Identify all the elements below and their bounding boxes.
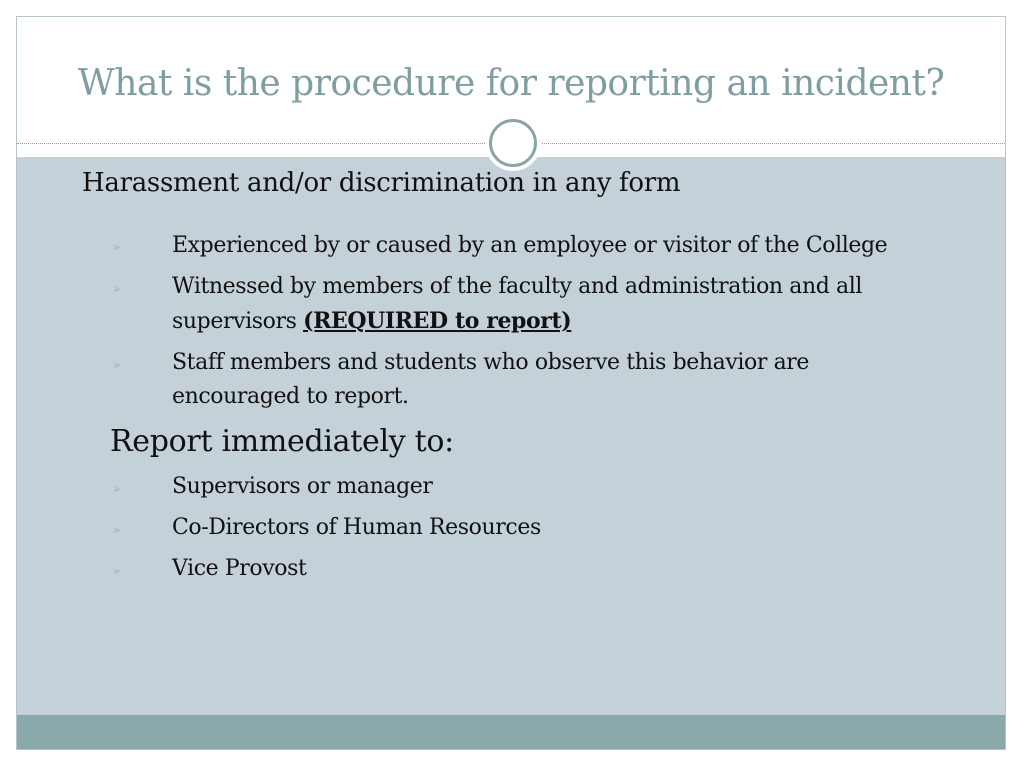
slide-title: What is the procedure for reporting an incident? xyxy=(77,63,945,104)
required-emphasis: (REQUIRED to report) xyxy=(303,308,572,334)
list-item-vice-provost: Vice Provost xyxy=(172,556,307,581)
list-item-witnessed xyxy=(172,270,862,339)
circle-ring xyxy=(489,119,537,167)
section-heading-report: Report immediately to: xyxy=(110,424,454,459)
list-item-witnessed-line2 xyxy=(172,304,862,339)
list-item-experienced: Experienced by or caused by an employee or visitor of the College xyxy=(172,233,888,258)
list-item-staff-line2: encouraged to report. xyxy=(172,384,409,409)
list-item-staff xyxy=(172,346,809,414)
arrow-bullet-icon: ➢ xyxy=(112,240,123,254)
arrow-bullet-icon: ➢ xyxy=(112,358,123,372)
list-item-supervisors: Supervisors or manager xyxy=(172,474,433,499)
supervisors-text: supervisors xyxy=(172,309,304,334)
arrow-bullet-icon: ➢ xyxy=(112,282,123,296)
arrow-bullet-icon: ➢ xyxy=(112,523,123,537)
list-item-staff-line1: Staff members and students who observe this behavior are xyxy=(172,350,810,375)
arrow-bullet-icon: ➢ xyxy=(112,564,123,578)
circle-ornament-icon xyxy=(485,115,541,171)
footer-band xyxy=(17,715,1005,749)
list-item-witnessed-line1: Witnessed by members of the faculty and administration and all xyxy=(172,274,863,299)
section-heading-harassment: Harassment and/or discrimination in any form xyxy=(82,168,681,198)
list-item-hr: Co-Directors of Human Resources xyxy=(172,515,541,540)
arrow-bullet-icon: ➢ xyxy=(112,482,123,496)
